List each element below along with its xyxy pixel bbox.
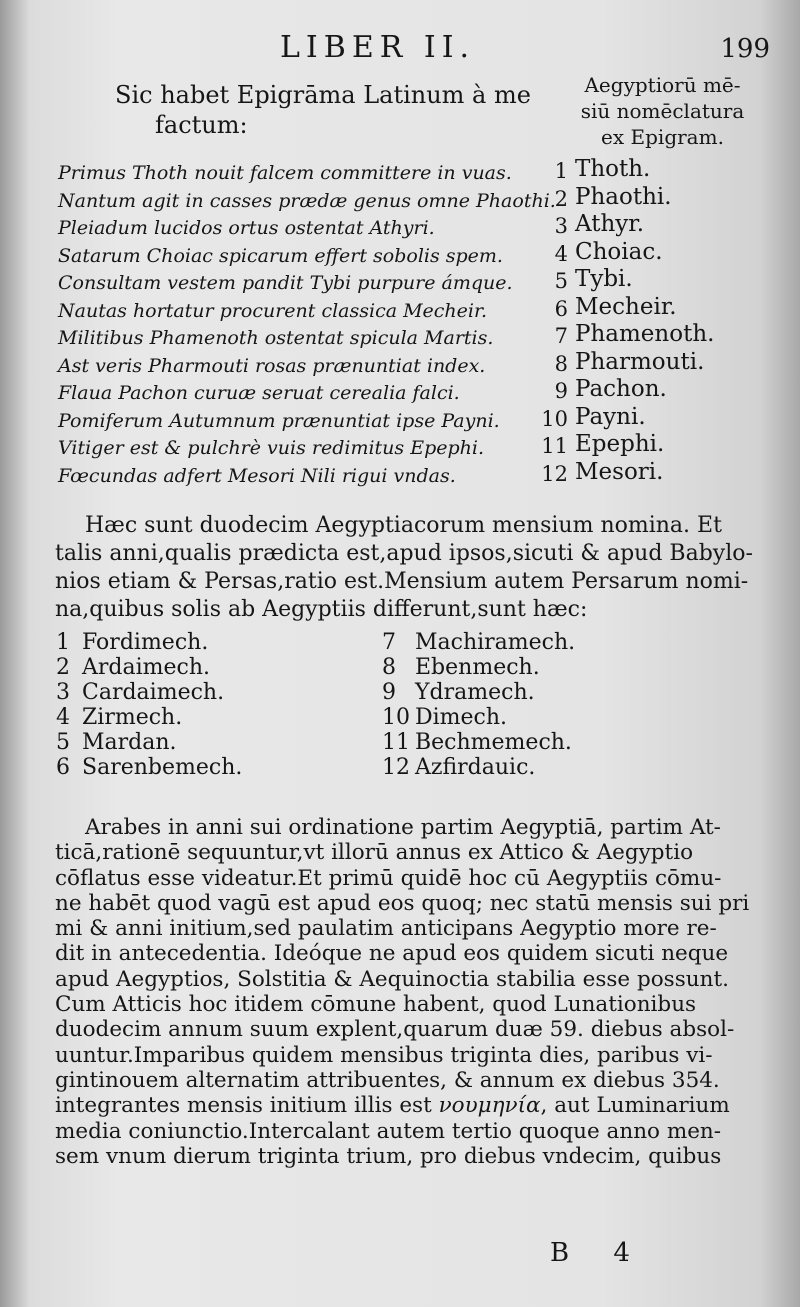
greek-word: νουμηνία bbox=[438, 1093, 541, 1119]
egyptian-month-name: Payni. bbox=[575, 403, 646, 430]
side-heading-line-3: ex Epigram. bbox=[601, 125, 724, 149]
persian-month-number: 1 bbox=[56, 630, 70, 655]
epigram-verse: Pomiferum Autumnum prænuntiat ipse Payni. bbox=[58, 409, 500, 432]
signature-mark: B 4 bbox=[550, 1238, 648, 1268]
egyptian-month-name: Pharmouti. bbox=[575, 348, 705, 375]
epigram-verse: Fœcundas adfert Mesori Nili rigui vndas. bbox=[58, 464, 456, 487]
epigram-verse: Nautas hortatur procurent classica Mecheir. bbox=[58, 299, 488, 322]
epigram-verse: Consultam vestem pandit Tybi purpure ámque. bbox=[58, 272, 513, 294]
text-line: dit in antecedentia. Ideóque ne apud eos quidem sicuti neque bbox=[55, 941, 729, 967]
text-line: cōflatus esse videatur.Et primū quidē hoc cū Aegyptiis cōmu- bbox=[55, 865, 722, 891]
persian-month-name: Azfirdauic. bbox=[415, 755, 536, 780]
persian-month-number: 9 bbox=[382, 680, 396, 705]
paragraph-arabes bbox=[55, 815, 775, 1169]
text-line: Arabes in anni sui ordinatione partim Aegyptiā, partim At- bbox=[85, 815, 721, 840]
text-line: talis anni,qualis prædicta est,apud ipsos,sicuti & apud Babylo- bbox=[55, 541, 753, 566]
epigram-verse: Militibus Phamenoth ostentat spicula Martis. bbox=[58, 327, 494, 349]
month-number: 12 bbox=[541, 461, 568, 486]
persian-month-number: 11 bbox=[382, 730, 410, 755]
paragraph-months-intro bbox=[55, 512, 755, 624]
text-line: uuntur.Imparibus quidem mensibus triginta dies, paribus vi- bbox=[55, 1042, 713, 1068]
epigram-verse: Ast veris Pharmouti rosas prænuntiat index. bbox=[58, 354, 486, 377]
intro-line-2: factum: bbox=[155, 111, 248, 139]
persian-month-number: 4 bbox=[56, 705, 70, 730]
epigram-verse: Primus Thoth nouit falcem committere in vuas. bbox=[58, 162, 512, 184]
egyptian-month-name: Phaothi. bbox=[575, 183, 672, 210]
intro-text bbox=[115, 80, 535, 140]
persian-month-number: 8 bbox=[382, 655, 396, 680]
epigram-verse: Nantum agit in casses prædæ genus omne Phaothi. bbox=[58, 189, 556, 212]
egyptian-month-name: Mesori. bbox=[575, 458, 664, 485]
persian-month-name: Ebenmech. bbox=[415, 655, 540, 680]
egyptian-month-name: Epephi. bbox=[575, 431, 665, 457]
persian-month-name: Cardaimech. bbox=[82, 680, 225, 705]
persian-month-name: Dimech. bbox=[415, 705, 508, 730]
persian-month-number: 7 bbox=[382, 630, 396, 655]
egyptian-month-name: Pachon. bbox=[575, 376, 667, 402]
month-number: 5 bbox=[554, 269, 568, 293]
month-number: 1 bbox=[554, 159, 568, 183]
epigram-verse: Pleiadum lucidos ortus ostentat Athyri. bbox=[58, 217, 435, 239]
persian-month-number: 12 bbox=[382, 755, 410, 780]
side-heading-line-1: Aegyptiorū mē- bbox=[584, 73, 741, 97]
egyptian-month-name: Thoth. bbox=[575, 156, 651, 182]
intro-line-1: Sic habet Epigrāma Latinum à me bbox=[115, 81, 531, 109]
month-number: 3 bbox=[554, 214, 568, 238]
text-line: gintinouem alternatim attribuentes, & annum ex diebus 354. bbox=[55, 1067, 720, 1093]
running-title: LIBER II. bbox=[280, 30, 476, 65]
text-line: nios etiam & Persas,ratio est.Mensium autem Persarum nomi- bbox=[55, 569, 749, 594]
text-line: ticā,rationē sequuntur,vt illorū annus ex Attico & Aegyptio bbox=[55, 840, 694, 866]
side-heading-line-2: siū nomēclatura bbox=[580, 99, 745, 123]
persian-month-name: Mardan. bbox=[82, 730, 177, 755]
persian-month-number: 5 bbox=[56, 730, 70, 755]
persian-month-name: Sarenbemech. bbox=[82, 755, 243, 780]
month-number: 11 bbox=[541, 434, 568, 458]
month-number: 10 bbox=[541, 406, 568, 431]
text-line bbox=[55, 1093, 775, 1118]
egyptian-month-name: Mecheir. bbox=[575, 293, 677, 320]
epigram-verse: Satarum Choiac spicarum effert sobolis spem. bbox=[58, 244, 503, 267]
month-number: 8 bbox=[554, 351, 568, 376]
text-line-end: , aut Luminarium bbox=[540, 1093, 730, 1119]
text-line: mi & anni initium,sed paulatim anticipans Aegyptio more re- bbox=[55, 916, 717, 942]
persian-month-name: Zirmech. bbox=[82, 705, 183, 730]
text-line: apud Aegyptios, Solstitia & Aequinoctia stabilia esse possunt. bbox=[55, 966, 729, 992]
text-line: na,quibus solis ab Aegyptiis differunt,sunt hæc: bbox=[55, 597, 588, 622]
persian-month-name: Ardaimech. bbox=[82, 655, 211, 680]
persian-month-name: Ydramech. bbox=[415, 680, 535, 705]
page-number: 199 bbox=[720, 34, 770, 64]
text-line: ne habēt quod vagū est apud eos quoq; nec statū mensis sui pri bbox=[55, 890, 750, 916]
persian-month-name: Fordimech. bbox=[82, 630, 209, 655]
persian-month-name: Bechmemech. bbox=[415, 730, 572, 755]
month-number: 6 bbox=[554, 296, 568, 321]
persian-month-number: 6 bbox=[56, 755, 70, 780]
text-line: media coniunctio.Intercalant autem tertio quoque anno men- bbox=[55, 1118, 722, 1144]
text-line: Cum Atticis hoc itidem cōmune habent, quod Lunationibus bbox=[55, 992, 697, 1018]
persian-month-number: 2 bbox=[56, 655, 70, 680]
egyptian-month-name: Tybi. bbox=[575, 266, 633, 292]
month-number: 2 bbox=[554, 186, 568, 211]
persian-month-number: 10 bbox=[382, 705, 410, 730]
side-heading bbox=[535, 72, 790, 150]
month-number: 7 bbox=[554, 324, 568, 348]
text-line: duodecim annum suum explent,quarum duæ 59. diebus absol- bbox=[55, 1017, 735, 1043]
text-line: Hæc sunt duodecim Aegyptiacorum mensium nomina. Et bbox=[85, 513, 722, 538]
egyptian-month-name: Athyr. bbox=[575, 211, 645, 237]
epigram-verse: Flaua Pachon curuæ seruat cerealia falci. bbox=[58, 382, 460, 404]
egyptian-month-name: Phamenoth. bbox=[575, 321, 715, 347]
egyptian-month-name: Choiac. bbox=[575, 238, 663, 265]
persian-month-name: Machiramech. bbox=[415, 630, 576, 655]
text-line-start: integrantes mensis initium illis est bbox=[55, 1093, 432, 1119]
month-number: 4 bbox=[554, 241, 568, 266]
month-number: 9 bbox=[554, 379, 568, 403]
persian-month-number: 3 bbox=[56, 680, 70, 705]
epigram-verse: Vitiger est & pulchrè vuis redimitus Epephi. bbox=[58, 437, 484, 459]
text-line: sem vnum dierum triginta trium, pro diebus vndecim, quibus bbox=[55, 1143, 722, 1169]
